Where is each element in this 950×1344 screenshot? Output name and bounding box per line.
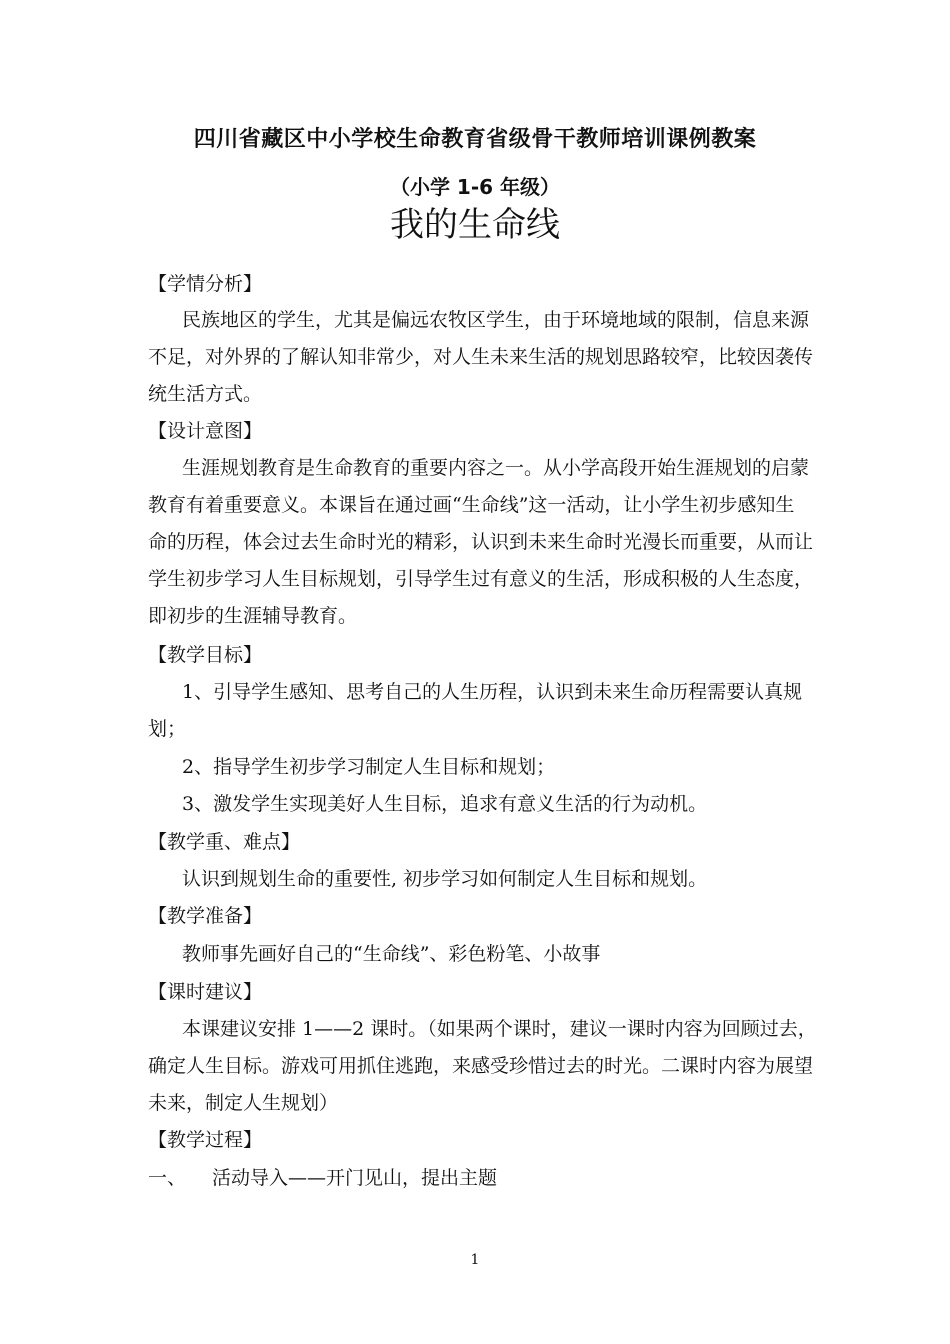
paragraph-line: 不足，对外界的了解认知非常少，对人生未来生活的规划思路较窄，比较因袭传 [148,346,814,368]
paragraph-line: 本课建议安排 1——2 课时。（如果两个课时，建议一课时内容为回顾过去， [182,1018,817,1040]
list-item: 3、激发学生实现美好人生目标，追求有意义生活的行为动机。 [182,793,708,815]
grade-subtitle: （小学 1-6 年级） [389,175,561,199]
paragraph-line: 教育有着重要意义。本课旨在通过画“生命线”这一活动，让小学生初步感知生 [148,494,795,516]
lesson-title: 我的生命线 [390,205,560,245]
section-heading-key-points: 【教学重、难点】 [148,831,301,853]
process-item-number: 一、 [148,1167,187,1189]
section-heading-class-hours: 【课时建议】 [148,981,263,1003]
paragraph-line: 未来，制定人生规划） [148,1092,339,1114]
list-item-continuation: 划； [148,718,187,740]
paragraph-line: 命的历程，体会过去生命时光的精彩，认识到未来生命时光漫长而重要，从而让 [148,531,814,553]
section-heading-goals: 【教学目标】 [148,644,263,666]
paragraph-line: 认识到规划生命的重要性, 初步学习如何制定人生目标和规划。 [182,868,708,890]
paragraph-line: 教师事先画好自己的“生命线”、彩色粉笔、小故事 [182,943,601,965]
paragraph-line: 生涯规划教育是生命教育的重要内容之一。从小学高段开始生涯规划的启蒙 [182,457,810,479]
paragraph-line: 即初步的生涯辅导教育。 [148,605,358,627]
process-item-text: 活动导入——开门见山，提出主题 [212,1167,498,1189]
paragraph-line: 统生活方式。 [148,383,263,405]
section-heading-analysis: 【学情分析】 [148,273,263,295]
list-item: 1、引导学生感知、思考自己的人生历程，认识到未来生命历程需要认真规 [182,681,803,703]
page-number: 1 [470,1252,480,1268]
paragraph-line: 民族地区的学生，尤其是偏远农牧区学生，由于环境地域的限制，信息来源 [182,309,810,331]
document-title: 四川省藏区中小学校生命教育省级骨干教师培训课例教案 [193,127,757,152]
paragraph-line: 学生初步学习人生目标规划，引导学生过有意义的生活，形成积极的人生态度， [148,568,814,590]
list-item: 2、指导学生初步学习制定人生目标和规划； [182,756,556,778]
section-heading-preparation: 【教学准备】 [148,905,263,927]
section-heading-design: 【设计意图】 [148,420,263,442]
paragraph-line: 确定人生目标。游戏可用抓住逃跑，来感受珍惜过去的时光。二课时内容为展望 [148,1055,814,1077]
section-heading-process: 【教学过程】 [148,1129,263,1151]
